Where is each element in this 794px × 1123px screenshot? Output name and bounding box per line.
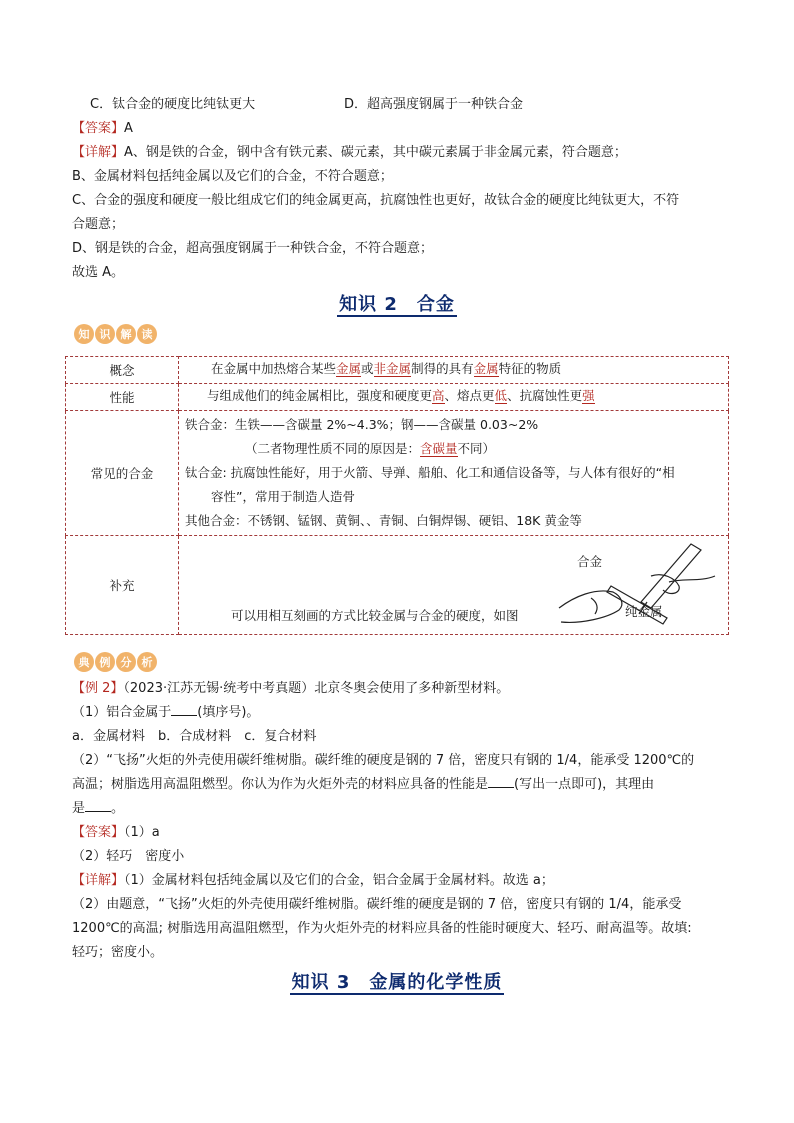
table-row bbox=[66, 384, 729, 411]
scratch-test-illustration bbox=[551, 538, 727, 630]
detail-line-4: D、钢是铁的合金，超高强度钢属于一种铁合金，不符合题意； bbox=[72, 241, 434, 256]
example-question-line bbox=[72, 678, 732, 700]
example-tag: 【例 2】 bbox=[72, 681, 124, 696]
row-common-alloys-content: 铁合金：生铁——含碳量 2%~4.3%；钢——含碳量 0.03~2% （二者物理性质不同的原因是：含碳量不同） 钛合金: 抗腐蚀性能好，用于火箭、导弹、船舶、化工和通信设备等，与人体有很好的“相 容性”，常用于制造人造骨 其他合金：不锈钢、锰钢、黄铜、、青铜、白铜焊锡、硬铝、18K 黄金等 bbox=[179, 411, 729, 536]
badge-char: 析 bbox=[137, 652, 157, 672]
detail-line-2: B、金属材料包括纯金属以及它们的合金，不符合题意； bbox=[72, 169, 393, 184]
answer-blank bbox=[85, 799, 111, 812]
row-head-common-alloys: 常见的合金 bbox=[66, 411, 179, 536]
example-answer-line-1: 【答案】（1）a bbox=[72, 825, 160, 840]
example-answer-tag: 【答案】 bbox=[72, 825, 125, 840]
badge-char: 解 bbox=[116, 324, 136, 344]
row-head-supplement: 补充 bbox=[66, 536, 179, 635]
example-detail-tag: 【详解】 bbox=[72, 873, 125, 888]
badge-char: 典 bbox=[74, 652, 94, 672]
row-concept-content: 在金属中加热熔合某些金属或非金属制得的具有金属特征的物质 bbox=[179, 357, 729, 384]
section-3-title: 知识 3 金属的化学性质 bbox=[291, 972, 503, 993]
row-performance-content: 与组成他们的纯金属相比，强度和硬度更高、熔点更低、抗腐蚀性更强 bbox=[179, 384, 729, 411]
table-row bbox=[66, 357, 729, 384]
option-c-line bbox=[72, 94, 732, 116]
figure-label-pure-metal: 纯金属 bbox=[625, 604, 663, 619]
question-2-line-2: 高温；树脂选用高温阻燃型。你认为作为火炬外壳的材料应具备的性能是 (写出一点即可)，其理由 bbox=[72, 777, 655, 792]
option-d: D．超高强度钢属于一种铁合金 bbox=[344, 97, 524, 112]
example-detail-line-3: 1200℃的高温; 树脂选用高温阻燃型，作为火炬外壳的材料应具备的性能时硬度大、轻巧、耐高温等。故填: bbox=[72, 921, 692, 936]
detail-line-3: C、合金的强度和硬度一般比组成它们的纯金属更高，抗腐蚀性也更好，故钛合金的硬度比纯钛更大，不符 bbox=[72, 193, 680, 208]
supplement-text: 可以用相互刻画的方式比较金属与合金的硬度，如图 bbox=[231, 608, 519, 623]
badge-char: 知 bbox=[74, 324, 94, 344]
detail-tag: 【详解】 bbox=[72, 145, 125, 160]
badge-char: 例 bbox=[95, 652, 115, 672]
knowledge-interpretation-badge bbox=[74, 324, 157, 344]
question-2-line-1: （2）“飞扬”火炬的外壳使用碳纤维树脂。碳纤维的硬度是钢的 7 倍，密度只有钢的 1/4，能承受 1200℃的 bbox=[72, 753, 695, 768]
detail-line-3b: 合题意； bbox=[72, 217, 125, 232]
row-head-performance: 性能 bbox=[66, 384, 179, 411]
badge-char: 识 bbox=[95, 324, 115, 344]
option-c: C．钛合金的硬度比纯钛更大 bbox=[90, 97, 256, 112]
row-head-concept: 概念 bbox=[66, 357, 179, 384]
section-2-title: 知识 2 合金 bbox=[339, 294, 455, 315]
alloy-knowledge-table bbox=[65, 356, 729, 635]
answer-line bbox=[72, 118, 732, 140]
figure-label-alloy: 合金 bbox=[577, 554, 603, 569]
question-2-line-3: 是 。 bbox=[72, 801, 125, 816]
answer-tag: 【答案】 bbox=[72, 121, 125, 136]
table-row bbox=[66, 536, 729, 635]
badge-char: 分 bbox=[116, 652, 136, 672]
example-detail-line-2: （2）由题意，“飞扬”火炬的外壳使用碳纤维树脂。碳纤维的硬度是钢的 7 倍，密度只有钢的 1/4，能承受 bbox=[72, 897, 682, 912]
answer-blank bbox=[171, 703, 197, 716]
question-1-line: （1）铝合金属于 (填序号)。 bbox=[72, 705, 260, 720]
badge-char: 读 bbox=[137, 324, 157, 344]
example-source: （2023·江苏无锡·统考中考真题）北京冬奥会使用了多种新型材料。 bbox=[123, 681, 510, 696]
detail-text-1: A、钢是铁的合金，钢中含有铁元素、碳元素，其中碳元素属于非金属元素，符合题意； bbox=[124, 145, 627, 160]
detail-line-5: 故选 A。 bbox=[72, 265, 125, 280]
detail-line-1 bbox=[72, 142, 732, 164]
row-supplement-content bbox=[179, 536, 729, 635]
question-1-options: a．金属材料 b．合成材料 c．复合材料 bbox=[72, 729, 317, 744]
example-answer-line-2: （2）轻巧 密度小 bbox=[72, 849, 185, 864]
answer-value: A bbox=[124, 121, 133, 136]
example-detail-line-1: 【详解】（1）金属材料包括纯金属以及它们的合金，铝合金属于金属材料。故选 a； bbox=[72, 873, 554, 888]
answer-blank bbox=[488, 775, 514, 788]
table-row bbox=[66, 411, 729, 536]
example-analysis-badge bbox=[74, 652, 157, 672]
example-detail-line-4: 轻巧；密度小。 bbox=[72, 945, 164, 960]
